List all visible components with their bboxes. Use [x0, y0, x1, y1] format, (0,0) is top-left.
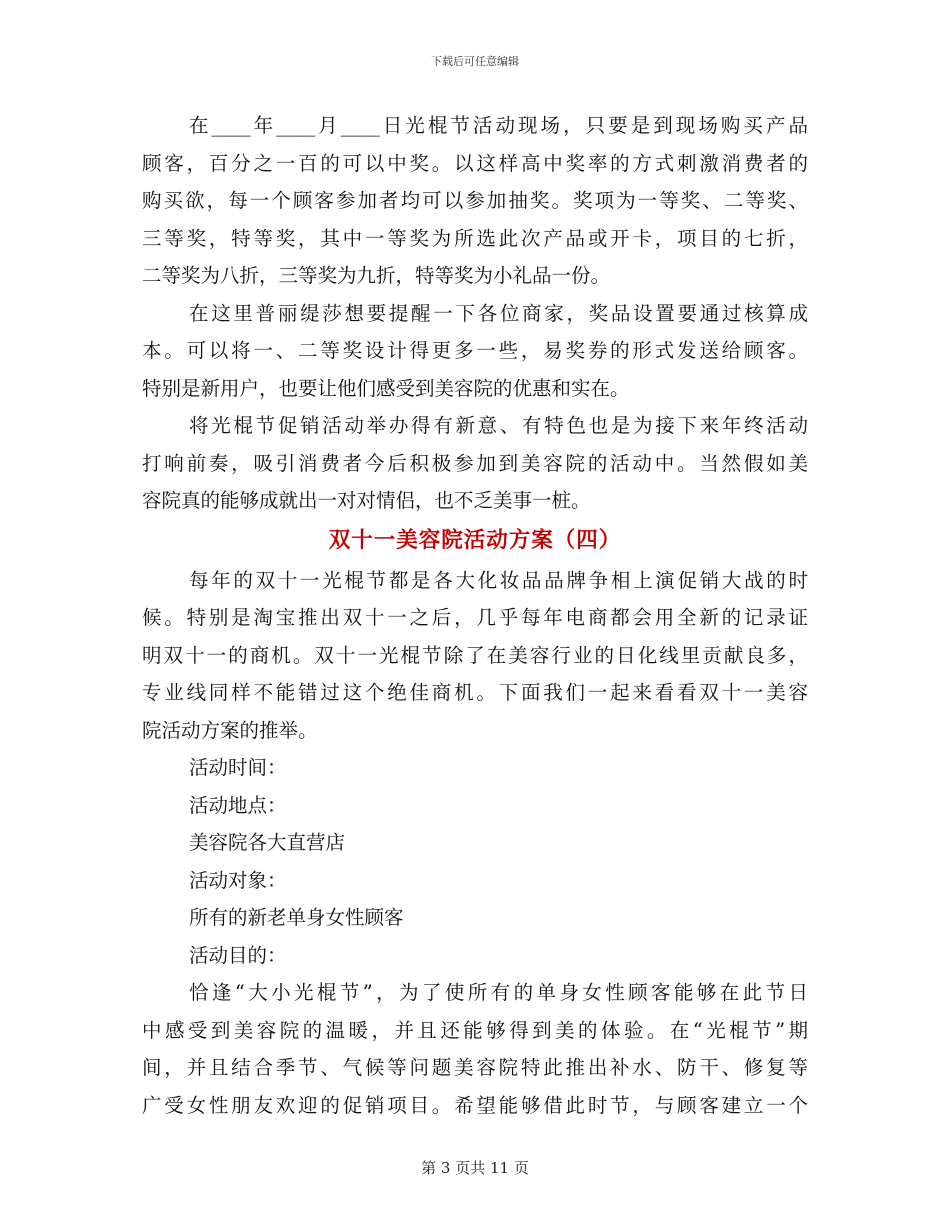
- text-line: 候。特别是淘宝推出双十一之后，几乎每年电商都会用全新的记录证: [142, 606, 808, 629]
- field-location-value: 美容院各大直营店: [189, 831, 346, 854]
- text-line: 将光棍节促销活动举办得有新意、有特色也是为接下来年终活动: [189, 414, 808, 437]
- text-line: 专业线同样不能错过这个绝佳商机。下面我们一起来看看双十一美容: [142, 681, 808, 704]
- paragraph: [142, 107, 808, 295]
- paragraph: [142, 295, 808, 408]
- text-line: 恰逢“大小光棍节”，为了使所有的单身女性顾客能够在此节日: [189, 981, 808, 1004]
- field-activity-purpose: 活动目的：: [189, 943, 287, 967]
- text-line: 在____年____月____日光棍节活动现场，只要是到现场购买产品: [189, 114, 808, 137]
- text-line: 本。可以将一、二等奖设计得更多一些，易奖券的形式发送给顾客。: [142, 339, 808, 362]
- text-line: 购买欲，每一个顾客参加者均可以参加抽奖。奖项为一等奖、二等奖、: [142, 189, 808, 212]
- text-line: 顾客，百分之一百的可以中奖。以这样高中奖率的方式刺激消费者的: [142, 151, 808, 175]
- field-target-value: 所有的新老单身女性顾客: [189, 906, 404, 929]
- text-line: 明双十一的商机。双十一光棍节除了在美容行业的日化线里贡献良多，: [142, 643, 808, 667]
- page-header: 下载后可任意编辑: [431, 55, 519, 68]
- paragraph: [142, 974, 808, 1124]
- text-line: 容院真的能够成就出一对对情侣，也不乏美事一桩。: [142, 489, 591, 512]
- text-line: 中感受到美容院的温暖，并且还能够得到美的体验。在“光棍节”期: [142, 1018, 808, 1042]
- field-activity-time: 活动时间：: [189, 756, 287, 779]
- paragraph: [142, 407, 808, 520]
- text-line: 在这里普丽缇莎想要提醒一下各位商家，奖品设置要通过核算成: [189, 301, 808, 325]
- page-footer: 第 3 页共 11 页: [421, 1159, 529, 1177]
- text-line: 打响前奏，吸引消费者今后积极参加到美容院的活动中。当然假如美: [142, 451, 808, 475]
- paragraph: [142, 562, 808, 750]
- text-line: 每年的双十一光棍节都是各大化妆品品牌争相上演促销大战的时: [189, 568, 808, 592]
- text-line: 三等奖，特等奖，其中一等奖为所选此次产品或开卡，项目的七折，: [142, 226, 808, 250]
- text-line: 间，并且结合季节、气候等问题美容院特此推出补水、防干、修复等: [142, 1056, 808, 1079]
- text-line: 特别是新用户，也要让他们感受到美容院的优惠和实在。: [142, 376, 630, 400]
- text-line: 院活动方案的推举。: [142, 718, 318, 742]
- field-activity-location: 活动地点：: [189, 793, 287, 817]
- text-line: 广受女性朋友欢迎的促销项目。希望能够借此时节，与顾客建立一个: [142, 1093, 808, 1117]
- field-activity-target: 活动对象：: [189, 868, 287, 892]
- document-body: [142, 107, 808, 1124]
- field-list: [142, 749, 808, 974]
- text-line: 二等奖为八折，三等奖为九折，特等奖为小礼品一份。: [142, 264, 611, 287]
- section-title: 双十一美容院活动方案（四）: [328, 527, 622, 553]
